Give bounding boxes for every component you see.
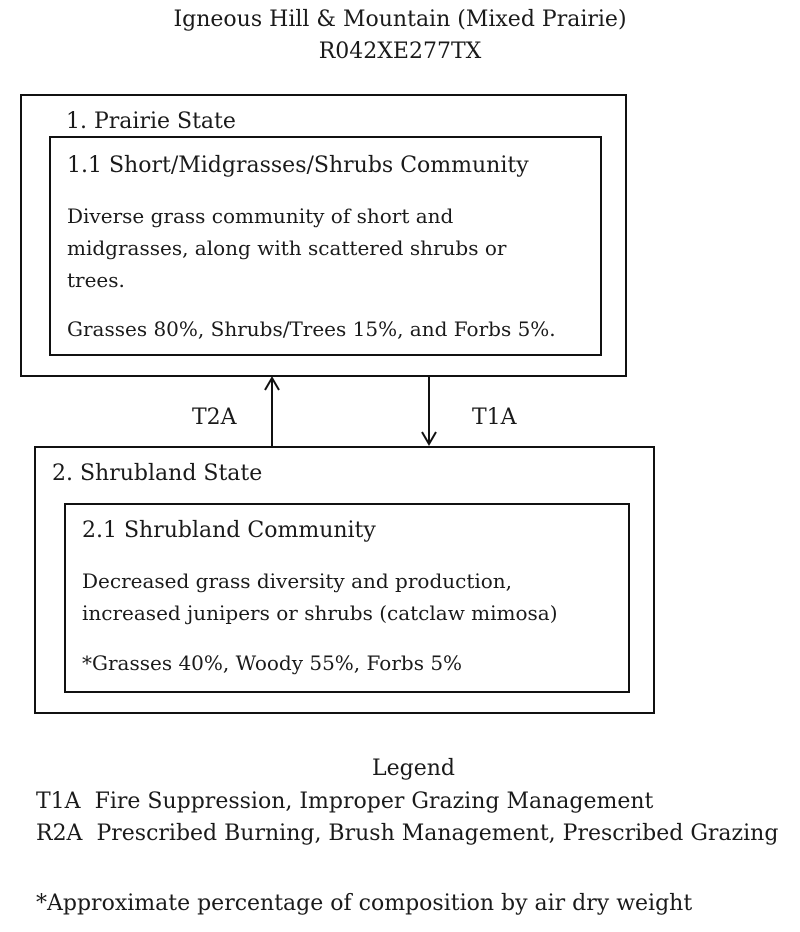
transition-arrow-down	[422, 377, 436, 444]
community-composition-2-1: *Grasses 40%, Woody 55%, Forbs 5%	[82, 651, 463, 675]
state-box-shrubland	[34, 446, 655, 714]
legend-code: T1A	[36, 789, 81, 814]
community-description-2-1-line2: increased junipers or shrubs (catclaw mimosa)	[82, 601, 558, 625]
legend-heading: Legend	[372, 756, 455, 781]
legend-item	[36, 820, 778, 848]
transition-arrow-up	[265, 378, 279, 446]
legend-code: R2A	[36, 821, 83, 846]
community-box-2-1	[64, 503, 630, 693]
community-description-1-1: Diverse grass community of short and midgrasses, along with scattered shrubs or trees.	[67, 204, 507, 292]
site-id: R042XE277TX	[318, 39, 482, 64]
legend-text: Prescribed Burning, Brush Management, Prescribed Grazing	[96, 821, 779, 846]
state-label-prairie: 1. Prairie State	[66, 109, 236, 134]
diagram-title: Igneous Hill & Mountain (Mixed Prairie)	[173, 7, 627, 32]
state-label-shrubland: 2. Shrubland State	[52, 461, 263, 486]
community-title-2-1: 2.1 Shrubland Community	[82, 518, 376, 543]
community-description-2-1-line1: Decreased grass diversity and production,	[82, 569, 513, 593]
community-title-1-1: 1.1 Short/Midgrasses/Shrubs Community	[67, 153, 529, 178]
legend-text: Fire Suppression, Improper Grazing Management	[94, 789, 654, 814]
legend-footnote: *Approximate percentage of composition by air dry weight	[36, 891, 693, 916]
community-composition-1-1: Grasses 80%, Shrubs/Trees 15%, and Forbs 5%.	[67, 317, 556, 341]
transition-label-t2a: T2A	[192, 405, 237, 430]
legend-item	[36, 788, 653, 816]
transition-label-t1a: T1A	[472, 405, 517, 430]
